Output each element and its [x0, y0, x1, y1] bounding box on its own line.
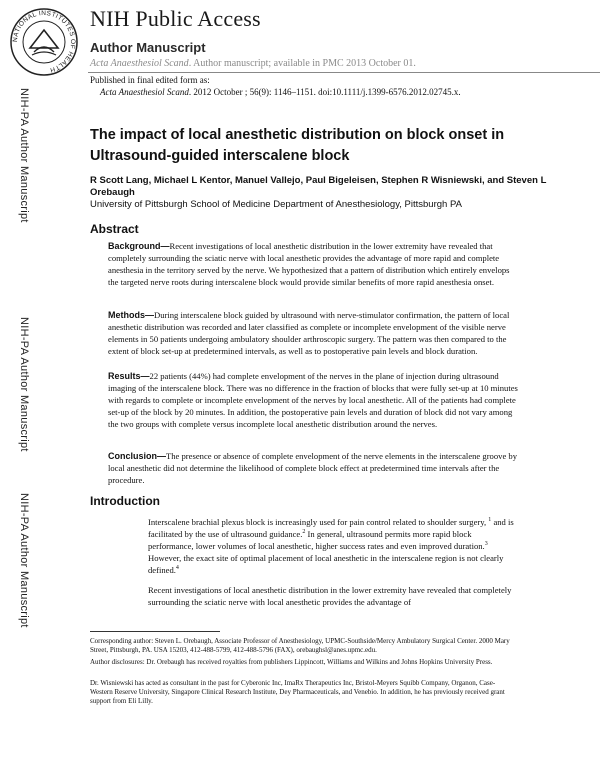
intro-text: In general, ultrasound permits more rapid block performance, lower volumes of local anesthetic, higher success rates and even improved duration.: [148, 529, 485, 551]
article-title: The impact of local anesthetic distribution on block onset in Ultrasound-guided interscalene block: [90, 127, 505, 164]
citation-ref[interactable]: 2: [302, 529, 306, 536]
abstract-results: [108, 370, 518, 430]
citation: [100, 87, 461, 97]
conclusion-text: The presence or absence of complete envelopment of the nerve elements in the interscalene groove by local anesthetic did not determine the likelihood of complete block effect at predetermined time intervals after the procedure.: [108, 451, 518, 485]
footnote-divider: [90, 631, 220, 632]
results-label: Results—: [108, 371, 150, 381]
background-label: Background—: [108, 241, 170, 251]
introduction-heading: Introduction: [90, 494, 160, 508]
citation-journal: Acta Anaesthesiol Scand: [100, 87, 189, 97]
abstract-conclusion: [108, 450, 518, 486]
abstract-background: [108, 240, 518, 288]
background-text: Recent investigations of local anesthetic distribution in the lower extremity have revealed that completely surrounding the sciatic nerve with local anesthetic provides the advantage of more rapid and complete anesthesia in the territory served by the nerve. We hypothesized that a pattern of distribution which entirely envelops the targeted nerve roots during interscalene block would provide similar benefits of more rapid anesthesia onset.: [108, 241, 510, 287]
citation-details: . 2012 October ; 56(9): 1146–1151. doi:10.1111/j.1399-6576.2012.02745.x.: [188, 87, 461, 97]
header-divider: [88, 72, 600, 73]
journal-availability: [90, 58, 416, 69]
author-list: R Scott Lang, Michael L Kentor, Manuel Vallejo, Paul Bigeleisen, Stephen R Wisniewski, and Steven L Orebaugh: [90, 175, 547, 198]
author-manuscript-label: Author Manuscript: [90, 40, 206, 55]
disclosure-note: Author disclosures: Dr. Orebaugh has received royalties from publishers Lippincott, Williams and Wilkins and Johns Hopkins University Press.: [90, 658, 493, 666]
abstract-heading: Abstract: [90, 222, 139, 236]
journal-name: Acta Anaesthesiol Scand: [90, 58, 189, 69]
nih-public-access-title: NIH Public Access: [90, 6, 261, 31]
citation-ref[interactable]: 4: [175, 565, 179, 572]
side-watermark: NIH-PA Author Manuscript: [18, 493, 30, 628]
methods-label: Methods—: [108, 310, 154, 320]
citation-ref[interactable]: 3: [484, 541, 488, 548]
intro-text: Interscalene brachial plexus block is increasingly used for pain control related to shoulder surgery,: [148, 517, 489, 527]
nih-logo: [8, 6, 80, 78]
abstract-methods: [108, 309, 518, 357]
introduction-paragraph-1: [148, 516, 518, 576]
intro-text: and is facilitated by the use of ultrasound guidance.: [148, 517, 514, 539]
citation-ref[interactable]: 1: [488, 517, 492, 524]
results-text: 22 patients (44%) had complete envelopment of the nerves in the plane of injection during ultrasound imaging of the interscalene block. There was no difference in the fraction of blocks that were fully set-up at 10 minutes with regards to complete or incomplete envelopment of the nerves by local anesthetic. All of the patients had complete set-up of the block by 20 minutes. In addition, the postoperative pain levels and duration of block did not vary among the two groups with complete versus incomplete local anesthetic distribution around the nerves.: [108, 371, 518, 429]
corresponding-author-note: Corresponding author: Steven L. Orebaugh, Associate Professor of Anesthesiology, UPMC-Southside/Mercy Ambulatory Surgical Center. 2000 Mary Street, Pittsburgh, PA. USA 15203, 412-488-5799, 412-488-5796 (FAX), orebaughsl@anes.upmc.edu.: [90, 637, 510, 654]
introduction-paragraph-2: Recent investigations of local anesthetic distribution in the lower extremity have revealed that completely surrounding the sciatic nerve with local anesthetic provides the advantage of: [148, 585, 512, 607]
methods-text: During interscalene block guided by ultrasound with nerve-stimulator confirmation, the pattern of local anesthetic distribution was recorded and later classified as complete or incomplete envelopment of the visible nerve elements in 50 patients undergoing ambulatory shoulder arthroscopic surgery. The pattern was then compared to the extent of block set-up at predetermined intervals, as well as to postoperative pain levels and block duration.: [108, 310, 510, 356]
conclusion-label: Conclusion—: [108, 451, 166, 461]
side-watermark: NIH-PA Author Manuscript: [18, 317, 30, 452]
published-label: Published in final edited form as:: [90, 75, 210, 85]
intro-text: However, the exact site of optimal placement of local anesthetic in the interscalene region is not clearly defined.: [148, 553, 504, 575]
svg-text:NATIONAL INSTITUTES OF HEALTH: [12, 10, 76, 73]
availability-text: . Author manuscript; available in PMC 2013 October 01.: [188, 58, 416, 69]
logo-ring-text: NATIONAL INSTITUTES OF HEALTH: [11, 9, 77, 74]
consultant-note: Dr. Wisniewski has acted as consultant in the past for Cyberonic Inc, ImaRx Therapeutics Inc, Bristol-Meyers Squibb Company, Organon, Case-Western Reserve University, Singapore Clinical Research Institute, Dey Pharmaceuticals, and Venebio. In addition, he has previously received grant support from Eli Lilly.: [90, 679, 505, 705]
side-watermark: NIH-PA Author Manuscript: [18, 88, 30, 223]
affiliation: University of Pittsburgh School of Medicine Department of Anesthesiology, Pittsburgh PA: [90, 199, 462, 210]
